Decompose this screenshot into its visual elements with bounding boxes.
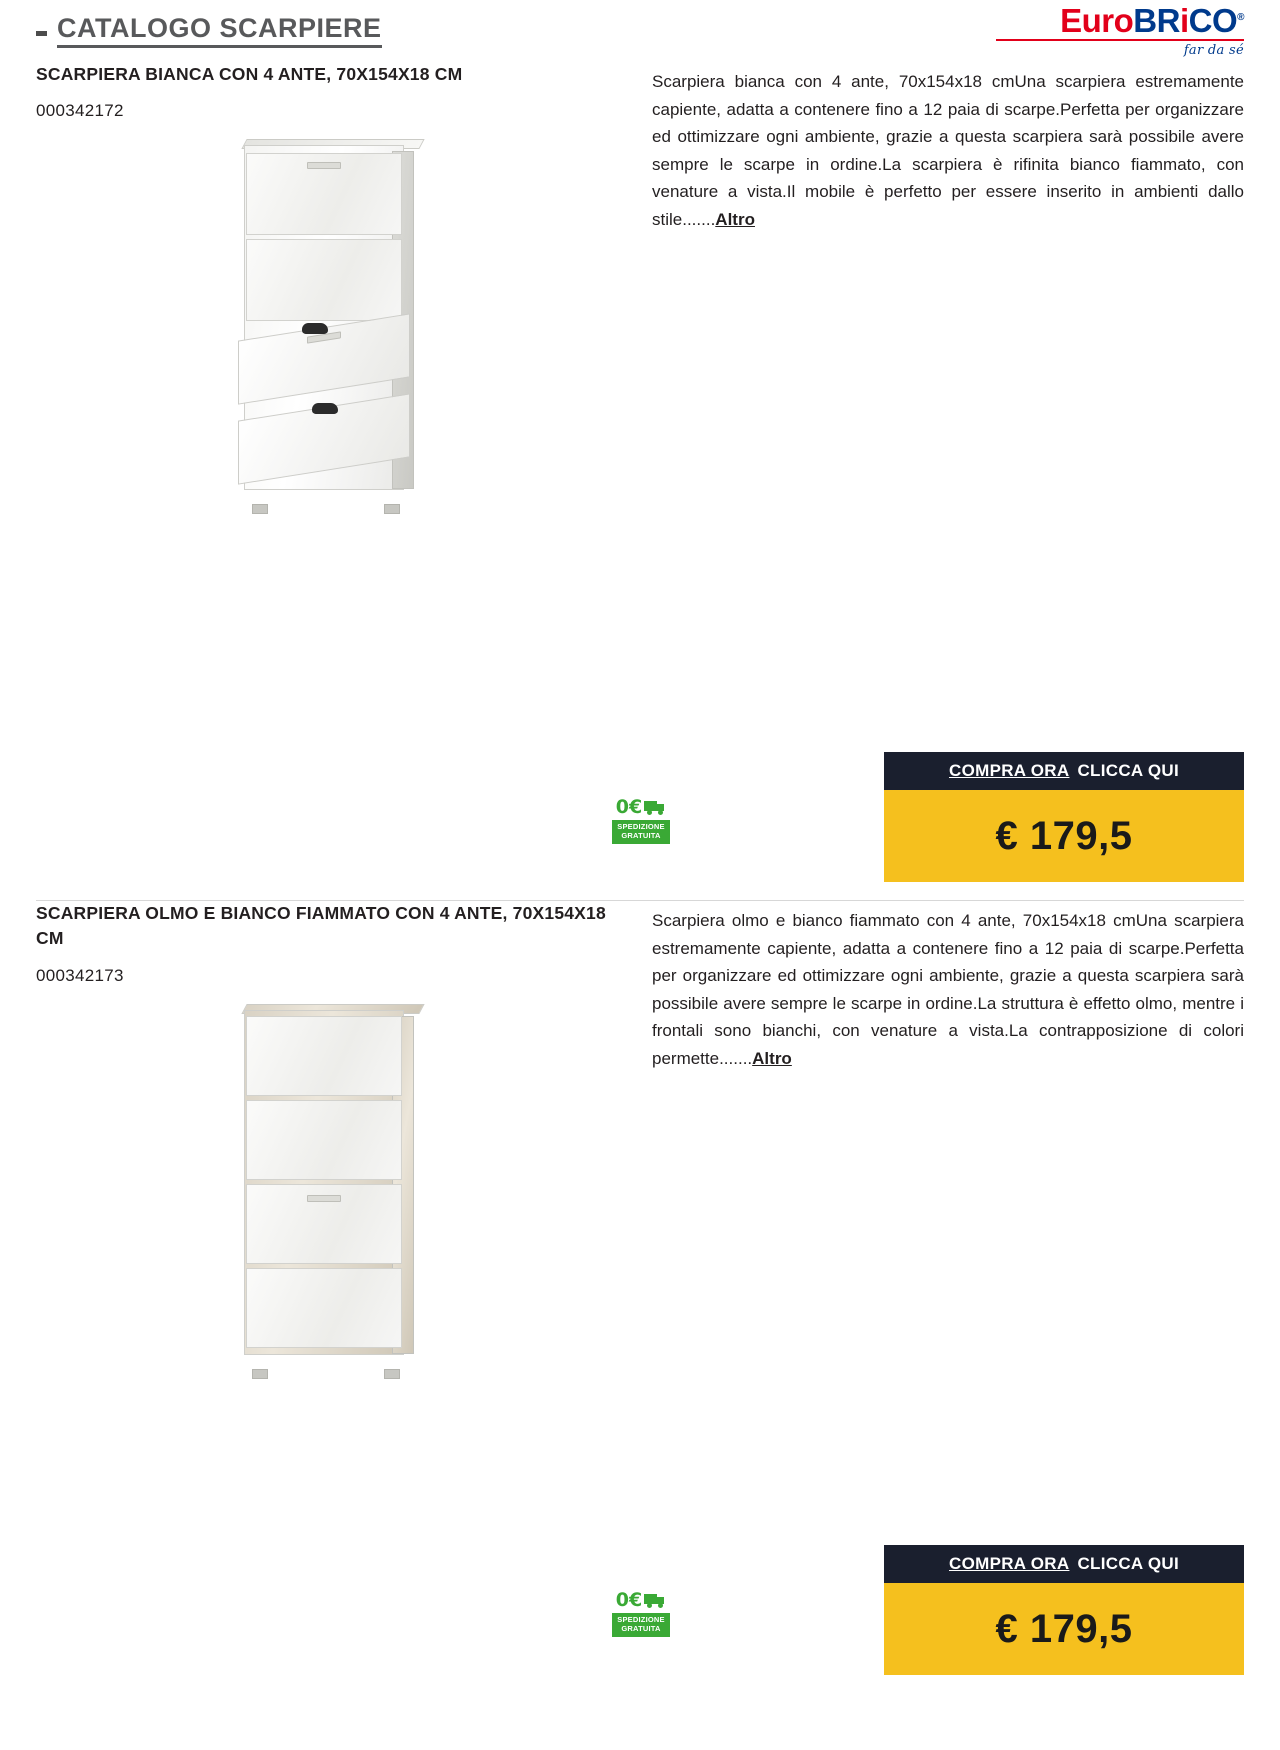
shipping-label [612,1613,670,1637]
product-right-column [652,901,1244,1370]
cabinet-handle [307,162,341,169]
product-description [652,68,1244,233]
cabinet-drawer-2 [246,1100,402,1180]
product-right-column [652,62,1244,505]
shoe-cabinet-illustration [236,145,426,505]
free-shipping-badge [612,794,670,844]
buy-now-label: COMPRA ORA [949,761,1070,780]
cabinet-foot [252,504,268,514]
cabinet-drawer-2 [246,239,402,321]
product-code: 000342173 [36,965,124,985]
truck-icon [644,799,666,815]
shipping-price: 0€ [615,1588,643,1611]
buy-now-label: COMPRA ORA [949,1554,1070,1573]
product-title: SCARPIERA BIANCA CON 4 ANTE, 70X154X18 CM [36,64,463,84]
shipping-icon-row [612,1587,670,1613]
eurobrico-logo [996,4,1244,58]
cabinet-foot [252,1369,268,1379]
shipping-price: 0€ [615,795,643,818]
logo-tagline: far da sé [1183,43,1244,58]
shoe-item [302,323,328,334]
header-title-group [36,14,382,49]
read-more-link[interactable]: Altro [752,1048,792,1068]
bullet-icon [36,31,47,36]
shipping-label-line1: SPEDIZIONE [617,822,665,831]
click-here-label: CLICCA QUI [1077,761,1179,780]
read-more-link[interactable]: Altro [715,209,755,229]
shipping-label [612,820,670,844]
click-here-label: CLICCA QUI [1077,1554,1179,1573]
shipping-icon-row [612,794,670,820]
product-description [652,907,1244,1072]
cabinet-drawer-1 [246,153,402,235]
product-card [0,901,1280,1739]
product-description-text: Scarpiera olmo e bianco fiammato con 4 ante, 70x154x18 cmUna scarpiera estremamente capiente, adatta a contenere fino a 12 paia di scarpe.Perfetta per organizzare ed ottimizzare ogni ambiente, grazie a questa scarpiera sarà possibile avere sempre le scarpe in ordine.La struttura è effetto olmo, mentre i frontali sono bianchi, con venature a vista.La contrapposizione di colori permette....... [652,911,1244,1068]
product-title: SCARPIERA OLMO E BIANCO FIAMMATO CON 4 ANTE, 70X154X18 CM [36,903,606,949]
price-block [884,752,1244,882]
page-title: CATALOGO SCARPIERE [57,14,382,49]
logo-text-br: BR [1133,2,1180,39]
price-value: € 179,5 [884,1583,1244,1675]
logo-wordmark [1060,4,1244,37]
shipping-label-line2: GRATUITA [621,831,661,841]
cabinet-drawer-4 [246,1268,402,1348]
shoe-item [312,403,338,414]
logo-text-i: i [1179,2,1189,39]
cabinet-drawer-1 [246,1016,402,1096]
product-code: 000342172 [36,101,124,121]
shipping-label-line2: GRATUITA [621,1624,661,1634]
logo-registered-mark: ® [1237,12,1244,23]
buy-now-banner[interactable] [884,1545,1244,1583]
price-value: € 179,5 [884,790,1244,882]
product-left-column [36,901,626,1370]
shoe-cabinet-illustration [236,1010,426,1370]
logo-text-co: CO [1188,2,1238,39]
buy-now-banner[interactable] [884,752,1244,790]
product-description-text: Scarpiera bianca con 4 ante, 70x154x18 cmUna scarpiera estremamente capiente, adatta a contenere fino a 12 paia di scarpe.Perfetta per organizzare ed ottimizzare ogni ambiente, grazie a questa scarpiera sarà possibile avere sempre le scarpe in ordine.La scarpiera è rifinita bianco fiammato, con venature a vista.Il mobile è perfetto per essere inserito in ambienti dallo stile....... [652,72,1244,229]
page-header [0,0,1280,62]
price-block [884,1545,1244,1675]
cabinet-foot [384,504,400,514]
product-image [36,1010,626,1370]
cabinet-handle [307,1195,341,1202]
free-shipping-badge [612,1587,670,1637]
product-left-column [36,62,626,505]
product-image [36,145,626,505]
logo-text-euro: Euro [1060,2,1134,39]
logo-underline [996,39,1244,41]
cabinet-foot [384,1369,400,1379]
product-card [0,62,1280,900]
cabinet-drawer-3 [246,1184,402,1264]
truck-icon [644,1592,666,1608]
shipping-label-line1: SPEDIZIONE [617,1615,665,1624]
